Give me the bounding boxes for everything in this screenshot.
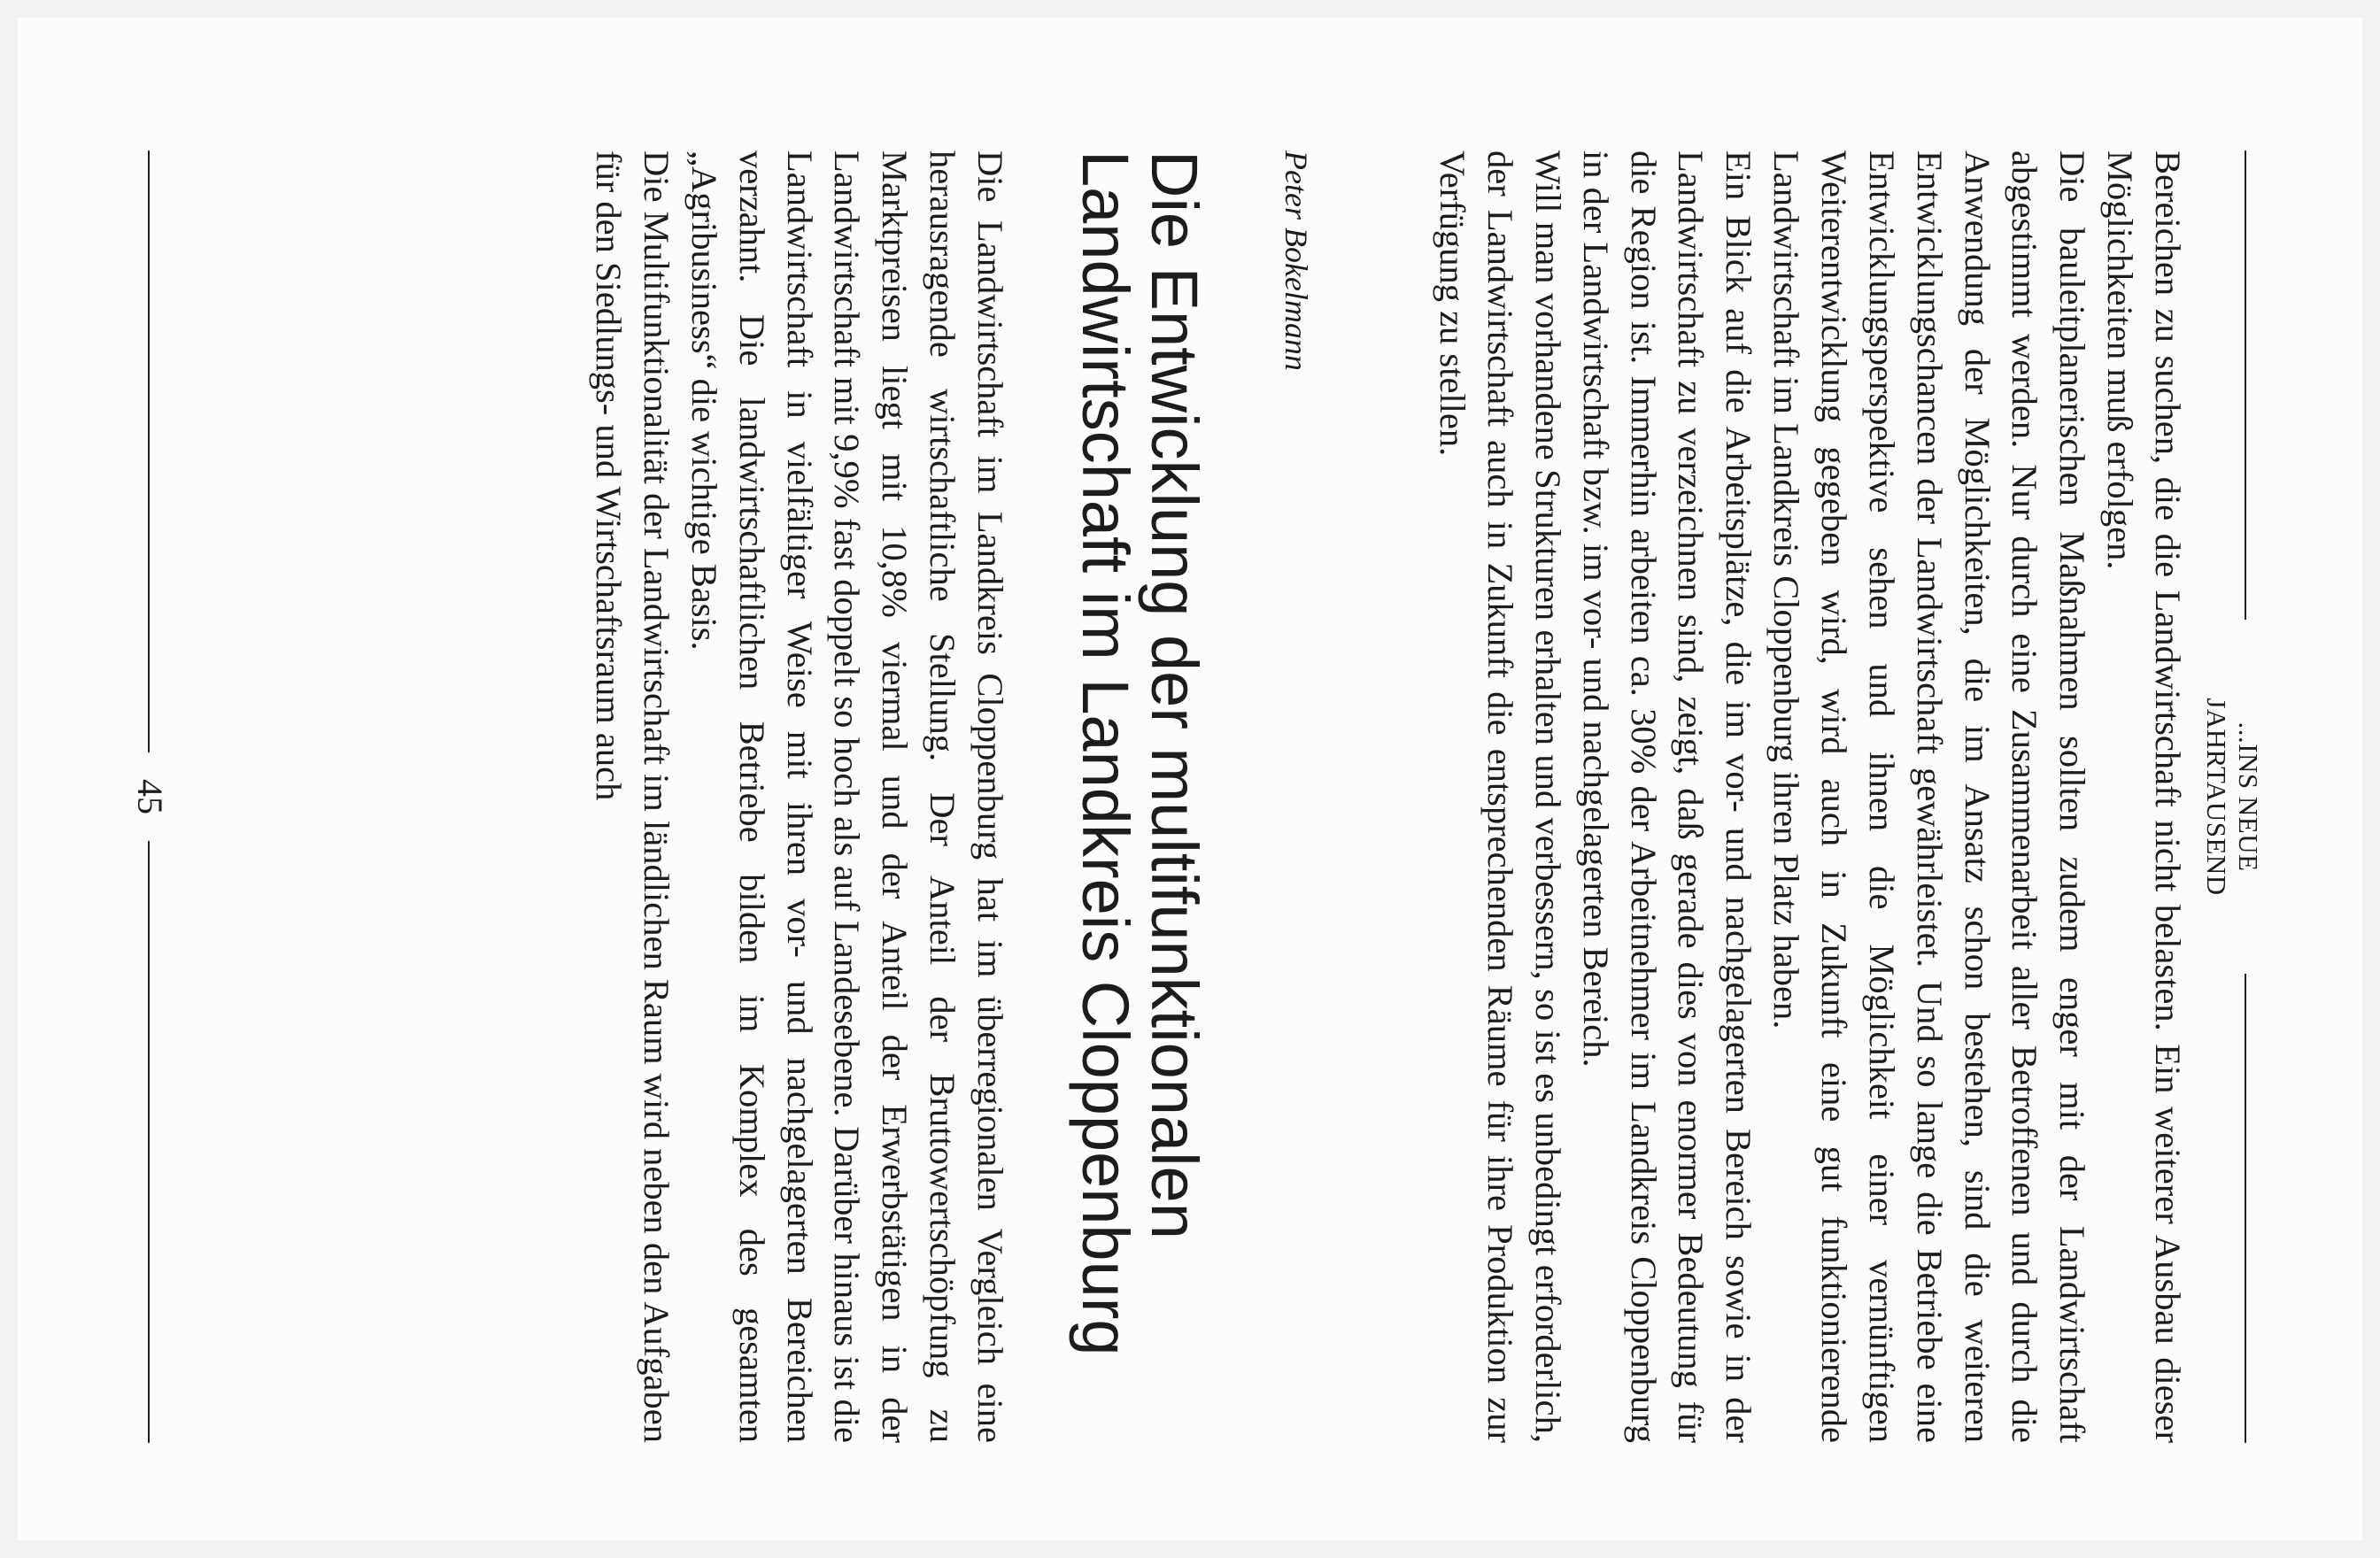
article-title-line: Die Entwicklung der multifunktionalen [1138, 150, 1211, 1239]
previous-article-text [1428, 150, 2191, 1443]
running-title: ...INS NEUE JAHRTAUSEND [2201, 698, 2264, 896]
article-title-line: Landwirtschaft im Landkreis Cloppenburg [1069, 150, 1143, 1356]
header-rule-right [2245, 974, 2246, 1443]
article-author: Peter Bokelmann [1279, 150, 1314, 371]
page-content [93, 150, 2271, 1443]
page-number: 45 [130, 779, 170, 814]
footer-rule-right [148, 841, 150, 1443]
article-title [1071, 150, 1209, 1443]
paragraph: Ein Blick auf die Arbeitsplätze, die im vor- und nachgelagerten Bereich sowie in der Landwirtschaft zu verzeichnen sind, zeigt, daß gerade dies von enormer Bedeutung für die Region ist. Immerhin arbeiten ca. 30% der Arbeitnehmer im Landkreis Cloppenburg in der Landwirtschaft bzw. im vor- und nachgelagerten Bereich. [1575, 150, 1759, 1443]
paragraph: Die Landwirtschaft im Landkreis Cloppenburg hat im überregionalen Vergleich eine herausragende wirtschaftliche Stellung. Der Anteil der Bruttowertschöpfung zu Marktpreisen liegt mit 10,8% viermal und der Anteil der Erwerbstätigen in der Landwirtschaft mit 9,9% fast doppelt so hoch als auf Landesebene. Darüber hinaus ist die Landwirtschaft in vielfältiger Weise mit ihren vor- und nachgelagerten Bereichen verzahnt. Die landwirtschaftlichen Betriebe bilden im Komplex des gesamten „Agribusiness“ die wichtige Basis. [684, 150, 1010, 1443]
page-footer [128, 150, 182, 1443]
paragraph: Will man vorhandene Strukturen erhalten und verbessern, so ist es unbedingt erforderlich, der Landwirtschaft auch in Zukunft die entsprechenden Räume für ihre Produktion zur Verfügung zu stellen. [1433, 150, 1568, 1443]
running-head [2201, 150, 2271, 1443]
article-body [584, 150, 1014, 1443]
paragraph: Bereichen zu suchen, die die Landwirtschaft nicht belasten. Ein weiterer Ausbau dieser Möglichkeiten muß erfolgen. [2100, 150, 2188, 1443]
paragraph: Die Multifunktionalität der Landwirtschaft im ländlichen Raum wird neben den Aufgaben für den Siedlungs- und Wirtschaftsraum auch [589, 150, 676, 1443]
footer-rule-left [148, 150, 150, 752]
header-rule-left [2245, 150, 2246, 620]
scanned-page [18, 18, 2362, 1540]
paragraph: Die bauleitplanerischen Maßnahmen sollten zudem enger mit der Landwirtschaft abgestimmt werden. Nur durch eine Zusammenarbeit aller Betroffenen und durch die Anwendung der Möglichkeiten, die im Ansatz schon bestehen, sind die weiteren Entwicklungschancen der Landwirtschaft gewährleistet. Und so lange die Betriebe eine Entwicklungsperspektive sehen und ihnen die Möglichkeit einer vernünftigen Weiterentwicklung gegeben wird, wird auch in Zukunft eine gut funktionierende Landwirtschaft im Landkreis Cloppenburg ihren Platz haben. [1766, 150, 2093, 1443]
